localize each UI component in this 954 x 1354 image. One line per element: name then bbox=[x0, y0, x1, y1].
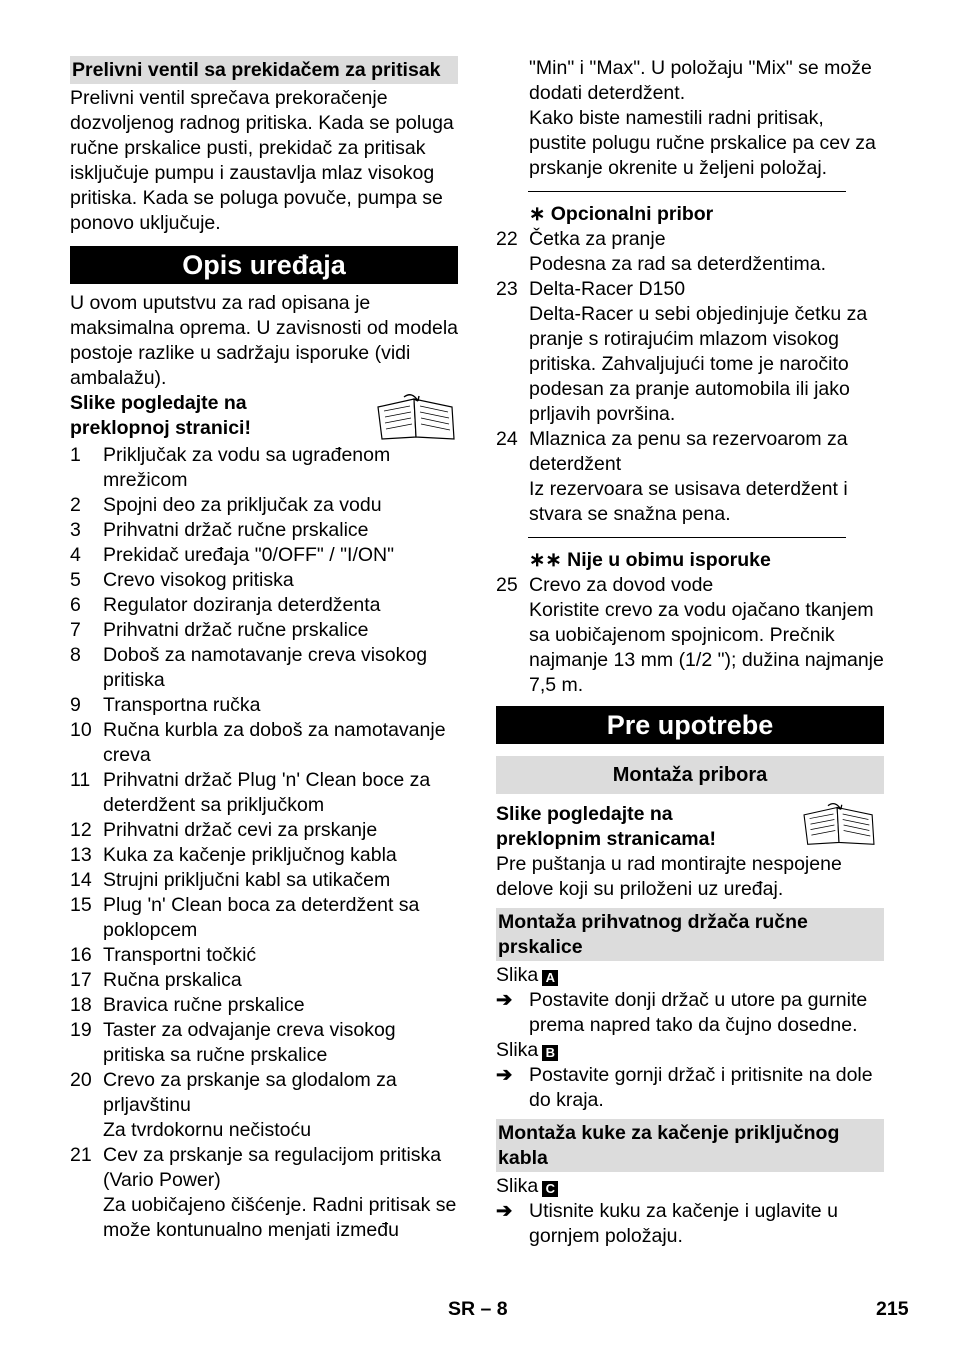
optional-accessories-list bbox=[496, 227, 884, 527]
footer-section-label: SR – 8 bbox=[448, 1298, 508, 1320]
title-before-use: Pre upotrebe bbox=[496, 706, 884, 744]
list-item: 19 Taster za odvajanje creva visokog pritiska sa ručne prskalice bbox=[70, 1019, 396, 1066]
list-item: 4 Prekidač uređaja "0/OFF" / "I/ON" bbox=[70, 544, 395, 566]
list-item: 18 Bravica ručne prskalice bbox=[70, 994, 305, 1016]
list-item: 11 Prihvatni držač Plug 'n' Clean boce za deterdžent sa priključkom bbox=[70, 769, 431, 816]
figure-a-badge: A bbox=[542, 970, 558, 986]
step-a: ➔ Postavite donji držač u utore pa gurnite prema napred tako da čujno dosedne. bbox=[496, 989, 868, 1036]
not-included-list bbox=[496, 573, 884, 698]
vario-continued-text: "Min" i "Max". U položaju "Mix" se može dodati deterdžent. bbox=[529, 57, 872, 104]
parts-list bbox=[70, 443, 458, 1243]
subheading-cable-hook: Montaža kuke za kačenje priključnog kabla bbox=[496, 1119, 884, 1172]
list-item: 3 Prihvatni držač ručne prskalice bbox=[70, 519, 369, 541]
figure-ref-c: Slika C bbox=[496, 1174, 884, 1199]
divider bbox=[528, 191, 846, 192]
figure-ref-b: Slika B bbox=[496, 1038, 884, 1063]
subheading-gun-holder: Montaža prihvatnog držača ručne prskalice bbox=[496, 908, 884, 961]
list-item: 13 Kuka za kačenje priključnog kabla bbox=[70, 844, 397, 866]
list-item: 12 Prihvatni držač cevi za prskanje bbox=[70, 819, 378, 841]
list-item: 20 Crevo za prskanje sa glodalom za prljavštinu Za tvrdokornu nečistoću bbox=[70, 1069, 397, 1141]
optional-accessories-heading: ∗ Opcionalni pribor bbox=[529, 203, 714, 225]
overflow-valve-paragraph: Prelivni ventil sprečava prekoračenje dozvoljenog radnog pritiska. Kada se poluga ručne prskalice pusti, prekidač za pritisak isključuje pumpu i zaustavlja mlaz visokog pritiska. Kada se poluga povuče, pumpa se ponovo uključuje. bbox=[70, 87, 454, 234]
list-item: 17 Ručna prskalica bbox=[70, 969, 242, 991]
arrow-right-icon: ➔ bbox=[496, 1064, 513, 1086]
list-item: 5 Crevo visokog pritiska bbox=[70, 569, 294, 591]
left-column bbox=[70, 56, 458, 1243]
step-b: ➔ Postavite gornji držač i pritisnite na dole do kraja. bbox=[496, 1064, 873, 1111]
right-column bbox=[496, 56, 884, 1249]
asterisk-icon: ∗ bbox=[529, 203, 546, 225]
section-heading-overflow-valve: Prelivni ventil sa prekidačem za pritisak bbox=[70, 56, 458, 84]
figure-c-badge: C bbox=[542, 1181, 558, 1197]
step-c: ➔ Utisnite kuku za kačenje i uglavite u gornjem položaju. bbox=[496, 1200, 838, 1247]
title-device-description: Opis uređaja bbox=[70, 246, 458, 284]
list-item: 2 Spojni deo za priključak za vodu bbox=[70, 494, 382, 516]
subtitle-accessory-mounting: Montaža pribora bbox=[496, 756, 884, 794]
foldout-book-icon bbox=[794, 802, 884, 848]
list-item: 14 Strujni priključni kabl sa utikačem bbox=[70, 869, 391, 891]
foldout-book-icon bbox=[374, 393, 458, 443]
list-item: 7 Prihvatni držač ručne prskalice bbox=[70, 619, 369, 641]
list-item: 22 Četka za pranje Podesna za rad sa deterdžentima. bbox=[496, 228, 827, 275]
not-included-heading: ∗∗ Nije u obimu isporuke bbox=[529, 549, 771, 571]
see-pictures-note: Slike pogledajte na preklopnoj stranici! bbox=[70, 392, 251, 439]
list-item: 25 Crevo za dovod vode Koristite crevo za vodu ojačano tkanjem sa uobičajenom spojnicom. Prečnik najmanje 13 mm (1/2 "); dužina najmanje 7,5 m. bbox=[496, 574, 884, 696]
see-pictures-note: Slike pogledajte na preklopnim stranicama! bbox=[496, 803, 716, 850]
figure-b-badge: B bbox=[542, 1045, 558, 1061]
mounting-paragraph: Pre puštanja u rad montirajte nespojene delove koji su priloženi uz uređaj. bbox=[496, 853, 842, 900]
arrow-right-icon: ➔ bbox=[496, 989, 513, 1011]
footer-page-number: 215 bbox=[876, 1298, 909, 1320]
list-item: 1 Priključak za vodu sa ugrađenom mrežicom bbox=[70, 444, 391, 491]
list-item: 21 Cev za prskanje sa regulacijom pritiska (Vario Power) Za uobičajeno čišćenje. Radni pritisak se može kontunualno menjati između bbox=[70, 1144, 457, 1241]
list-item: 24 Mlaznica za penu sa rezervoarom za deterdžent Iz rezervoara se usisava deterdžent i stvara se snažna pena. bbox=[496, 428, 848, 525]
see-pictures-row bbox=[70, 391, 458, 443]
list-item: 23 Delta-Racer D150 Delta-Racer u sebi objedinjuje četku za pranje s rotirajućim mlazom visokog pritiska. Zahvaljujući tome je naročito podesan za pranje automobila ili jako prljavih površina. bbox=[496, 278, 868, 425]
double-asterisk-icon: ∗∗ bbox=[529, 549, 562, 571]
divider bbox=[528, 537, 846, 538]
working-pressure-text: Kako biste namestili radni pritisak, pustite polugu ručne prskalice pa cev za prskanje okrenite u željeni položaj. bbox=[529, 107, 876, 179]
list-item: 8 Doboš za namotavanje creva visokog pritiska bbox=[70, 644, 428, 691]
figure-ref-a: Slika A bbox=[496, 963, 884, 988]
list-item: 15 Plug 'n' Clean boca za deterdžent sa poklopcem bbox=[70, 894, 420, 941]
list-item: 9 Transportna ručka bbox=[70, 694, 261, 716]
intro-paragraph: U ovom uputstvu za rad opisana je maksimalna oprema. U zavisnosti od modela postoje razlike u sadržaju isporuke (vidi ambalažu). bbox=[70, 292, 459, 389]
see-pictures-row bbox=[496, 802, 884, 852]
list-item: 16 Transportni točkić bbox=[70, 944, 257, 966]
list-item: 6 Regulator doziranja deterdženta bbox=[70, 594, 381, 616]
list-item: 10 Ručna kurbla za doboš za namotavanje creva bbox=[70, 719, 446, 766]
arrow-right-icon: ➔ bbox=[496, 1200, 513, 1222]
